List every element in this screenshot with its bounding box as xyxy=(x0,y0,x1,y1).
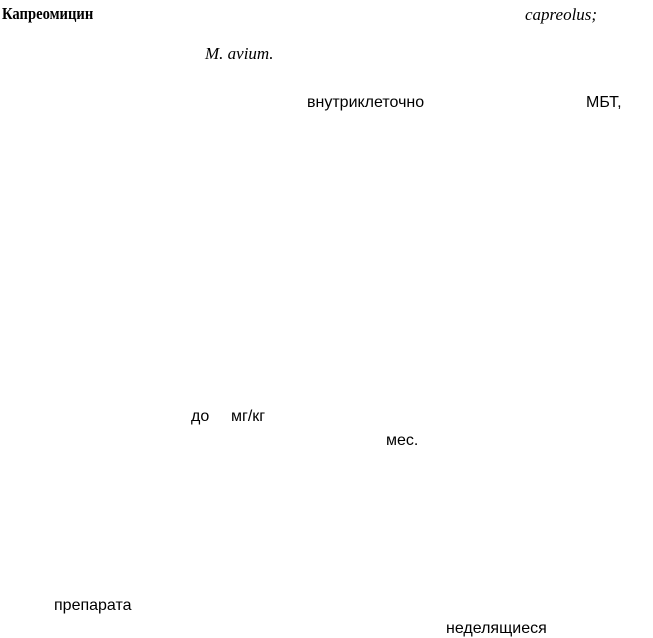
months-abbreviation: мес. xyxy=(386,432,419,449)
intracellular-word: внутриклеточно xyxy=(307,94,425,111)
drug-name-heading: Капреомицин xyxy=(2,4,94,23)
of-drug-word: препарата xyxy=(54,597,132,614)
non-dividing-word: неделящиеся xyxy=(446,620,547,637)
mbt-abbreviation: МБТ, xyxy=(586,94,622,111)
organism-term: M. avium. xyxy=(205,44,274,63)
dose-unit: мг/кг xyxy=(231,408,266,425)
species-term: capreolus; xyxy=(525,5,598,24)
up-to-word: до xyxy=(191,408,210,425)
